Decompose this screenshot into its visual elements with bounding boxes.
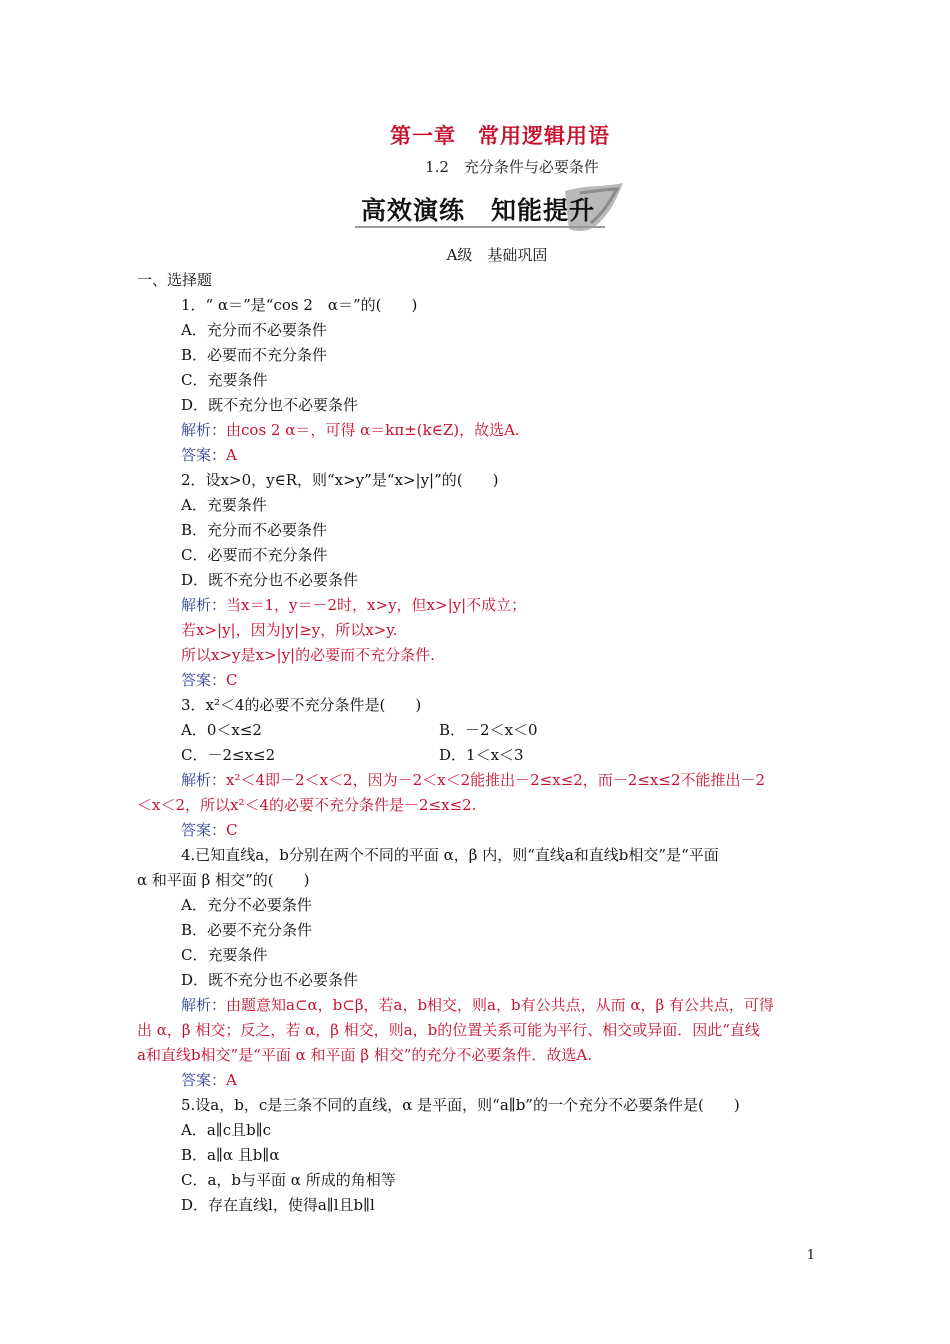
- q2-option-c: C．必要而不充分条件: [181, 546, 328, 564]
- q1-option-b: B．必要而不充分条件: [181, 346, 328, 364]
- q3-option-a: A．0＜x≤2: [181, 721, 262, 739]
- q4-option-a: A．充分不必要条件: [181, 896, 312, 914]
- q3-analysis-line-2: ＜x＜2，所以x²＜4的必要不充分条件是－2≤x≤2.: [137, 796, 477, 814]
- q2-option-b: B．充分而不必要条件: [181, 521, 328, 539]
- q4-answer: [137, 1068, 817, 1093]
- q3-analysis-label: 解析：: [181, 771, 227, 789]
- q2-answer: [137, 668, 817, 693]
- q2-analysis-line-2: 若x>|y|，因为|y|≥y，所以x>y.: [181, 621, 398, 639]
- q3-analysis-text-1: x²＜4即－2＜x＜2，因为－2＜x＜2能推出－2≤x≤2，而－2≤x≤2不能推出－2: [226, 771, 766, 789]
- q5-option-d: D．存在直线l，使得a∥l且b∥l: [181, 1196, 375, 1214]
- q4-analysis-text-1: 由题意知a⊂α，b⊂β，若a，b相交，则a，b有公共点，从而 α，β 有公共点，可得: [226, 996, 774, 1014]
- q1-analysis: [137, 418, 817, 443]
- q5-option-c: C．a，b与平面 α 所成的角相等: [181, 1171, 396, 1189]
- q3-options-row-2: [137, 743, 817, 768]
- q4-option-b: B．必要不充分条件: [181, 921, 313, 939]
- q1-analysis-text: 由cos 2 α＝，可得 α＝kπ±(k∈Z)，故选A.: [226, 421, 520, 439]
- q4-answer-value: A: [226, 1071, 237, 1089]
- q4-analysis-line-3: a和直线b相交”是“平面 α 和平面 β 相交”的充分不必要条件．故选A.: [137, 1046, 593, 1064]
- q3-analysis-line-1: [137, 768, 817, 793]
- q4-analysis-label: 解析：: [181, 996, 227, 1014]
- q3-option-d: D．1＜x＜3: [439, 746, 524, 764]
- q2-option-d: D．既不充分也不必要条件: [181, 571, 359, 589]
- question-4-stem-line-2: α 和平面 β 相交”的( ): [137, 871, 310, 889]
- q1-option-c: C．充要条件: [181, 371, 268, 389]
- question-4-stem-line-1: 4.已知直线a，b分别在两个不同的平面 α，β 内，则“直线a和直线b相交”是“平面: [181, 846, 719, 864]
- q1-option-d: D．既不充分也不必要条件: [181, 396, 359, 414]
- q3-answer-value: C: [226, 821, 238, 839]
- q3-option-c: C．－2≤x≤2: [181, 746, 276, 764]
- level-title: A级 基础巩固: [446, 246, 548, 264]
- q2-answer-value: C: [226, 671, 238, 689]
- q5-option-a: A．a∥c且b∥c: [181, 1121, 272, 1139]
- question-5-stem: 5.设a，b，c是三条不同的直线，α 是平面，则“a∥b”的一个充分不必要条件是( ): [181, 1096, 740, 1114]
- q2-option-a: A．充要条件: [181, 496, 267, 514]
- q4-answer-label: 答案：: [181, 1071, 227, 1089]
- q3-answer-label: 答案：: [181, 821, 227, 839]
- q3-answer: [137, 818, 817, 843]
- banner-title: 高效演练 知能提升: [361, 196, 596, 225]
- question-2-stem: 2．设x>0，y∈R，则“x>y”是“x>|y|”的( ): [181, 471, 499, 489]
- question-1-stem: 1．“ α＝”是“cos 2 α＝”的( ): [181, 296, 418, 314]
- chapter-title: 第一章 常用逻辑用语: [390, 124, 610, 148]
- question-3-stem: 3．x²＜4的必要不充分条件是( ): [181, 696, 422, 714]
- q1-answer-label: 答案：: [181, 446, 227, 464]
- content: [137, 268, 817, 1218]
- banner: [355, 183, 635, 235]
- q2-answer-label: 答案：: [181, 671, 227, 689]
- q2-analysis-label: 解析：: [181, 596, 227, 614]
- q4-option-c: C．充要条件: [181, 946, 268, 964]
- q1-answer-value: A: [226, 446, 237, 464]
- q3-option-b: B．－2＜x＜0: [439, 721, 538, 739]
- q4-analysis-line-2: 出 α，β 相交；反之，若 α，β 相交，则a，b的位置关系可能为平行、相交或异面．因此“直线: [137, 1021, 760, 1039]
- q4-analysis-line-1: [137, 993, 817, 1018]
- q1-analysis-label: 解析：: [181, 421, 227, 439]
- q2-analysis-text-1: 当x＝1，y＝－2时，x>y，但x>|y|不成立；: [226, 596, 527, 614]
- q1-option-a: A．充分而不必要条件: [181, 321, 327, 339]
- page-number: 1: [806, 1248, 815, 1263]
- part-heading: 一、选择题: [137, 271, 213, 289]
- section-title: 1.2 充分条件与必要条件: [425, 158, 599, 176]
- q2-analysis-line-3: 所以x>y是x>|y|的必要而不充分条件.: [181, 646, 435, 664]
- q1-answer: [137, 443, 817, 468]
- q5-option-b: B．a∥α 且b∥α: [181, 1146, 280, 1164]
- q2-analysis-line-1: [137, 593, 817, 618]
- q4-option-d: D．既不充分也不必要条件: [181, 971, 359, 989]
- q3-options-row-1: [137, 718, 817, 743]
